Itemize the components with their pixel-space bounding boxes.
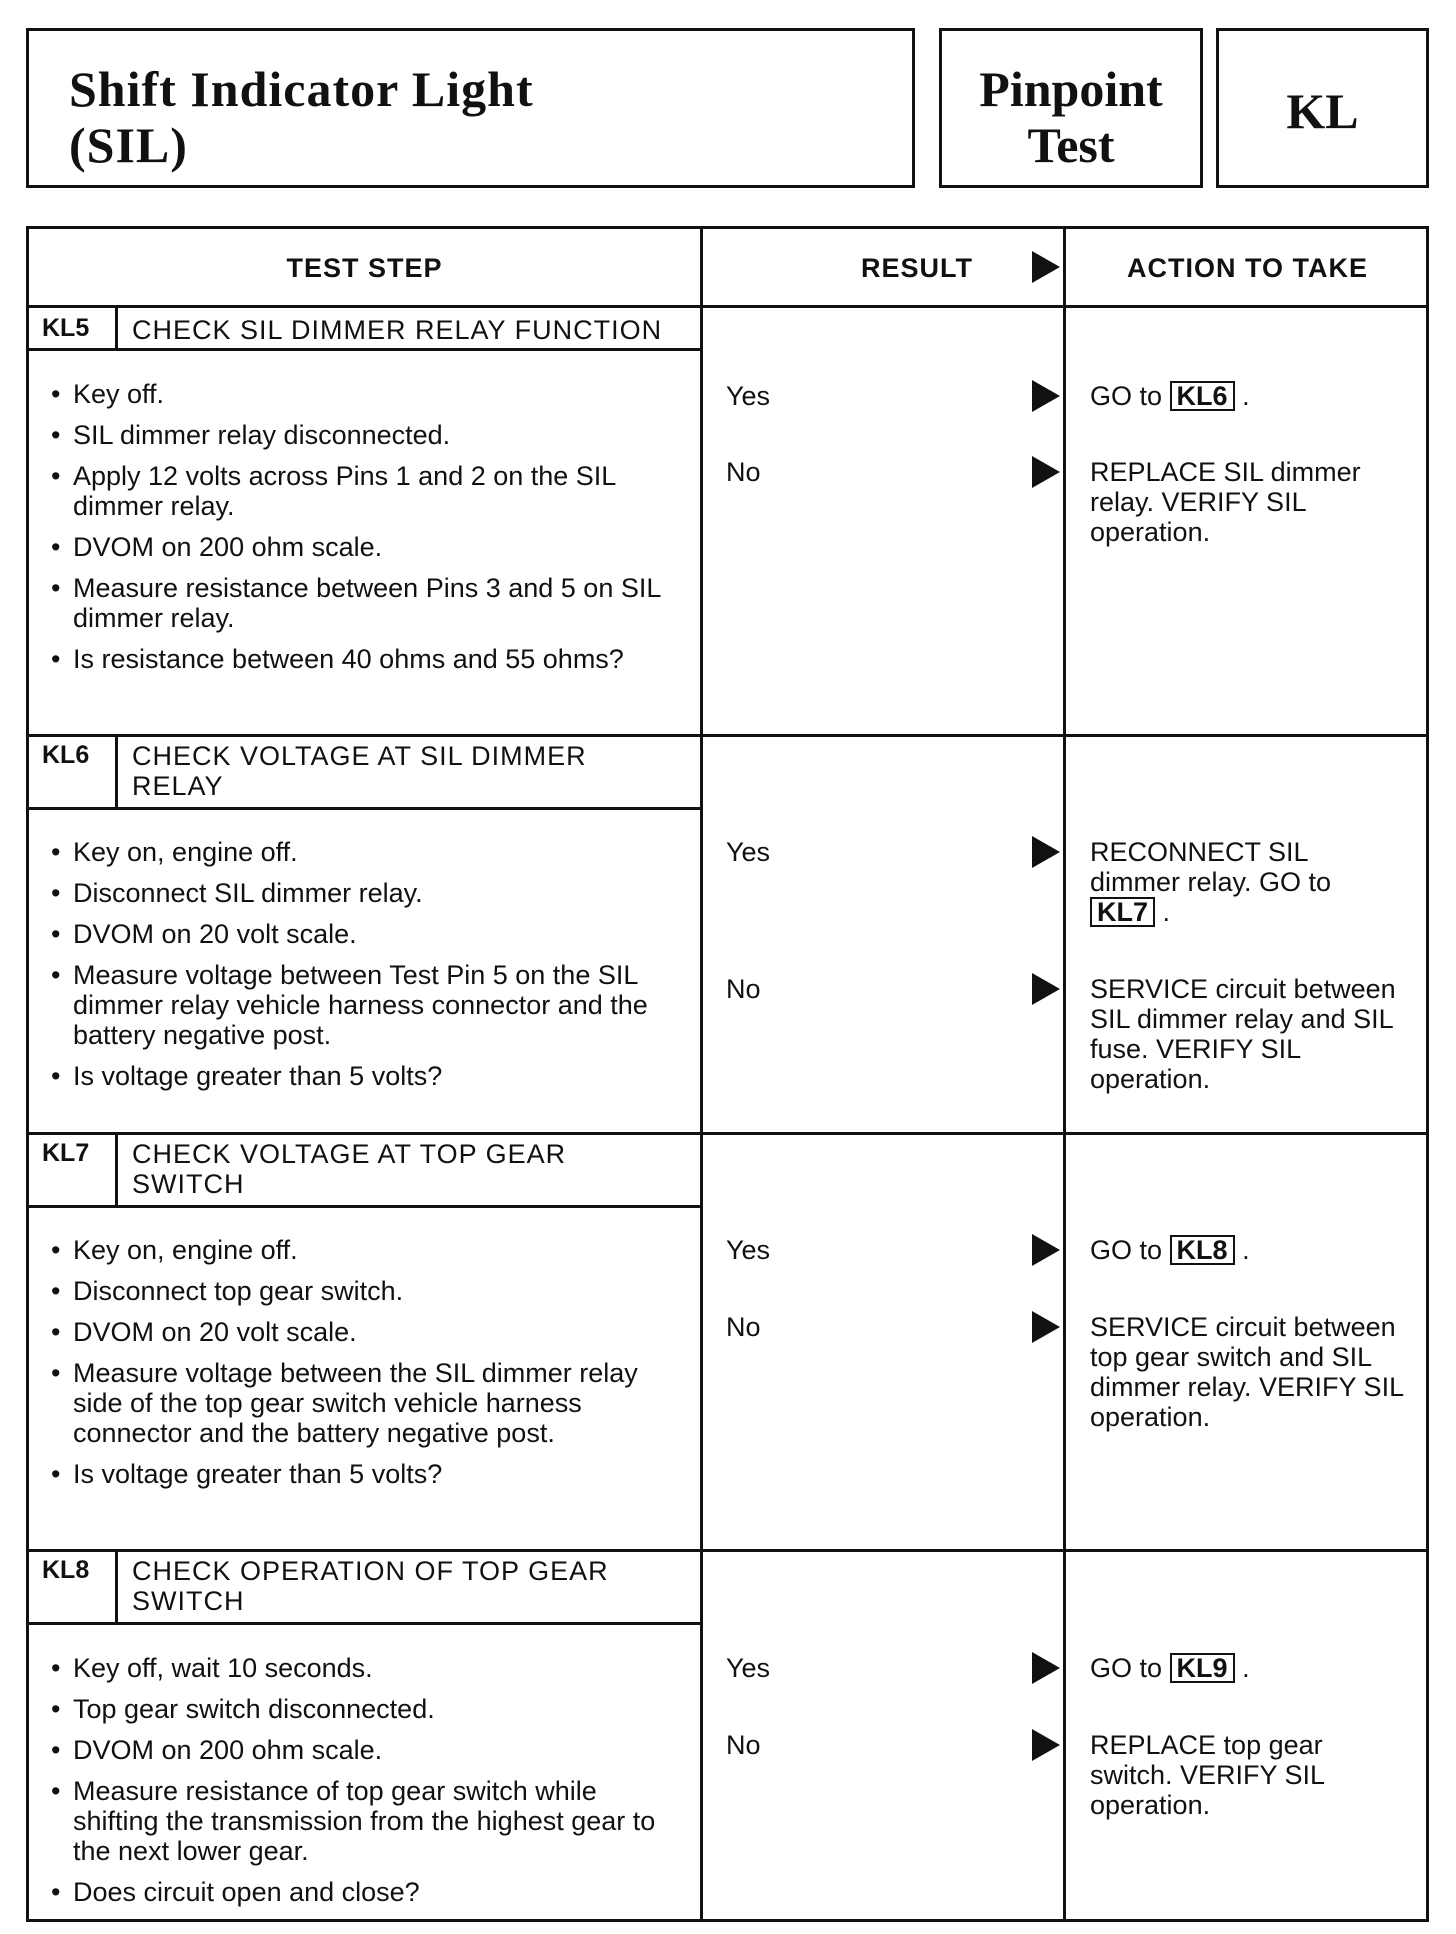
step-reference[interactable]: KL6 <box>1170 381 1235 411</box>
arrow-icon <box>1032 973 1060 1005</box>
list-item: • Key off. <box>47 379 687 409</box>
result-yes: Yes <box>726 837 771 867</box>
pinpoint-box <box>939 28 1203 188</box>
column-divider-1 <box>700 229 703 1919</box>
step-reference[interactable]: KL8 <box>1170 1235 1235 1265</box>
action-no: REPLACE SIL dimmer relay. VERIFY SIL operation. <box>1090 457 1361 547</box>
step-code: KL5 <box>42 314 90 342</box>
action-yes: GO to KL6 . <box>1090 381 1250 411</box>
arrow-icon <box>1032 1311 1060 1343</box>
list-item: • Top gear switch disconnected. <box>47 1694 687 1724</box>
title-underline <box>29 1205 700 1208</box>
title-underline <box>29 1622 700 1625</box>
code-divider <box>115 734 118 809</box>
code-divider <box>115 1549 118 1624</box>
title-box <box>26 28 915 188</box>
result-no: No <box>726 974 761 1004</box>
step-reference[interactable]: KL9 <box>1170 1653 1235 1683</box>
list-item: • Does circuit open and close? <box>47 1877 687 1907</box>
column-divider-2 <box>1063 229 1066 1919</box>
step-list <box>47 1235 677 1500</box>
result-no: No <box>726 1312 761 1342</box>
action-no: REPLACE top gear switch. VERIFY SIL operation. <box>1090 1730 1325 1820</box>
list-item: • Measure voltage between Test Pin 5 on the SIL dimmer relay vehicle harness connector and the battery negative post. <box>47 960 687 1050</box>
title-underline <box>29 348 700 351</box>
step-title: CHECK VOLTAGE AT SIL DIMMER RELAY <box>132 741 587 801</box>
pinpoint-line-2: Test <box>1027 117 1115 173</box>
action-yes: GO to KL9 . <box>1090 1653 1250 1683</box>
action-yes: GO to KL8 . <box>1090 1235 1250 1265</box>
result-yes: Yes <box>726 1653 771 1683</box>
list-item: • Is resistance between 40 ohms and 55 ohms? <box>47 644 687 674</box>
column-header-action: ACTION TO TAKE <box>1127 253 1368 283</box>
result-yes: Yes <box>726 381 771 411</box>
pinpoint-line-1: Pinpoint <box>979 61 1163 117</box>
list-item: • Is voltage greater than 5 volts? <box>47 1459 677 1489</box>
step-code: KL6 <box>42 741 90 769</box>
action-no: SERVICE circuit between SIL dimmer relay and SIL fuse. VERIFY SIL operation. <box>1090 974 1396 1094</box>
list-item: • Key off, wait 10 seconds. <box>47 1653 687 1683</box>
arrow-icon <box>1032 1652 1060 1684</box>
arrow-icon <box>1032 836 1060 868</box>
pinpoint-label <box>942 61 1200 173</box>
result-no: No <box>726 457 761 487</box>
test-code: KL <box>1286 83 1359 139</box>
list-item: • DVOM on 20 volt scale. <box>47 1317 677 1347</box>
arrow-icon <box>1032 456 1060 488</box>
header-arrow-icon <box>1032 251 1060 283</box>
page-title <box>69 61 534 173</box>
code-divider <box>115 305 118 350</box>
pinpoint-table <box>26 226 1429 1922</box>
section-divider <box>29 1549 1426 1552</box>
step-title: CHECK SIL DIMMER RELAY FUNCTION <box>132 315 663 345</box>
action-yes: RECONNECT SIL dimmer relay. GO to KL7 . <box>1090 837 1332 927</box>
step-code: KL7 <box>42 1139 90 1167</box>
step-code: KL8 <box>42 1556 90 1584</box>
title-line-2: (SIL) <box>69 117 188 173</box>
code-divider <box>115 1132 118 1207</box>
list-item: • Key on, engine off. <box>47 1235 677 1265</box>
section-divider <box>29 734 1426 737</box>
list-item: • Apply 12 volts across Pins 1 and 2 on the SIL dimmer relay. <box>47 461 687 521</box>
list-item: • Disconnect SIL dimmer relay. <box>47 878 687 908</box>
step-title: CHECK VOLTAGE AT TOP GEAR SWITCH <box>132 1139 567 1199</box>
column-header-test-step: TEST STEP <box>286 253 443 283</box>
result-no: No <box>726 1730 761 1760</box>
list-item: • Key on, engine off. <box>47 837 687 867</box>
list-item: • Disconnect top gear switch. <box>47 1276 677 1306</box>
list-item: • Measure resistance of top gear switch while shifting the transmission from the highest gear to the next lower gear. <box>47 1776 687 1866</box>
step-title: CHECK OPERATION OF TOP GEAR SWITCH <box>132 1556 609 1616</box>
arrow-icon <box>1032 1729 1060 1761</box>
step-list <box>47 1653 687 1918</box>
list-item: • DVOM on 20 volt scale. <box>47 919 687 949</box>
arrow-icon <box>1032 380 1060 412</box>
action-no: SERVICE circuit between top gear switch and SIL dimmer relay. VERIFY SIL operation. <box>1090 1312 1404 1432</box>
step-list <box>47 837 687 1102</box>
list-item: • Is voltage greater than 5 volts? <box>47 1061 687 1091</box>
step-list <box>47 379 687 685</box>
title-underline <box>29 807 700 810</box>
header-divider <box>29 305 1426 308</box>
title-line-1: Shift Indicator Light <box>69 61 534 117</box>
section-divider <box>29 1132 1426 1135</box>
list-item: • Measure voltage between the SIL dimmer relay side of the top gear switch vehicle harness connector and the battery negative post. <box>47 1358 677 1448</box>
result-yes: Yes <box>726 1235 771 1265</box>
list-item: • SIL dimmer relay disconnected. <box>47 420 687 450</box>
step-reference[interactable]: KL7 <box>1090 897 1155 927</box>
column-header-result: RESULT <box>861 253 973 283</box>
list-item: • Measure resistance between Pins 3 and 5 on SIL dimmer relay. <box>47 573 687 633</box>
list-item: • DVOM on 200 ohm scale. <box>47 1735 687 1765</box>
arrow-icon <box>1032 1234 1060 1266</box>
list-item: • DVOM on 200 ohm scale. <box>47 532 687 562</box>
test-code-box <box>1216 28 1429 188</box>
